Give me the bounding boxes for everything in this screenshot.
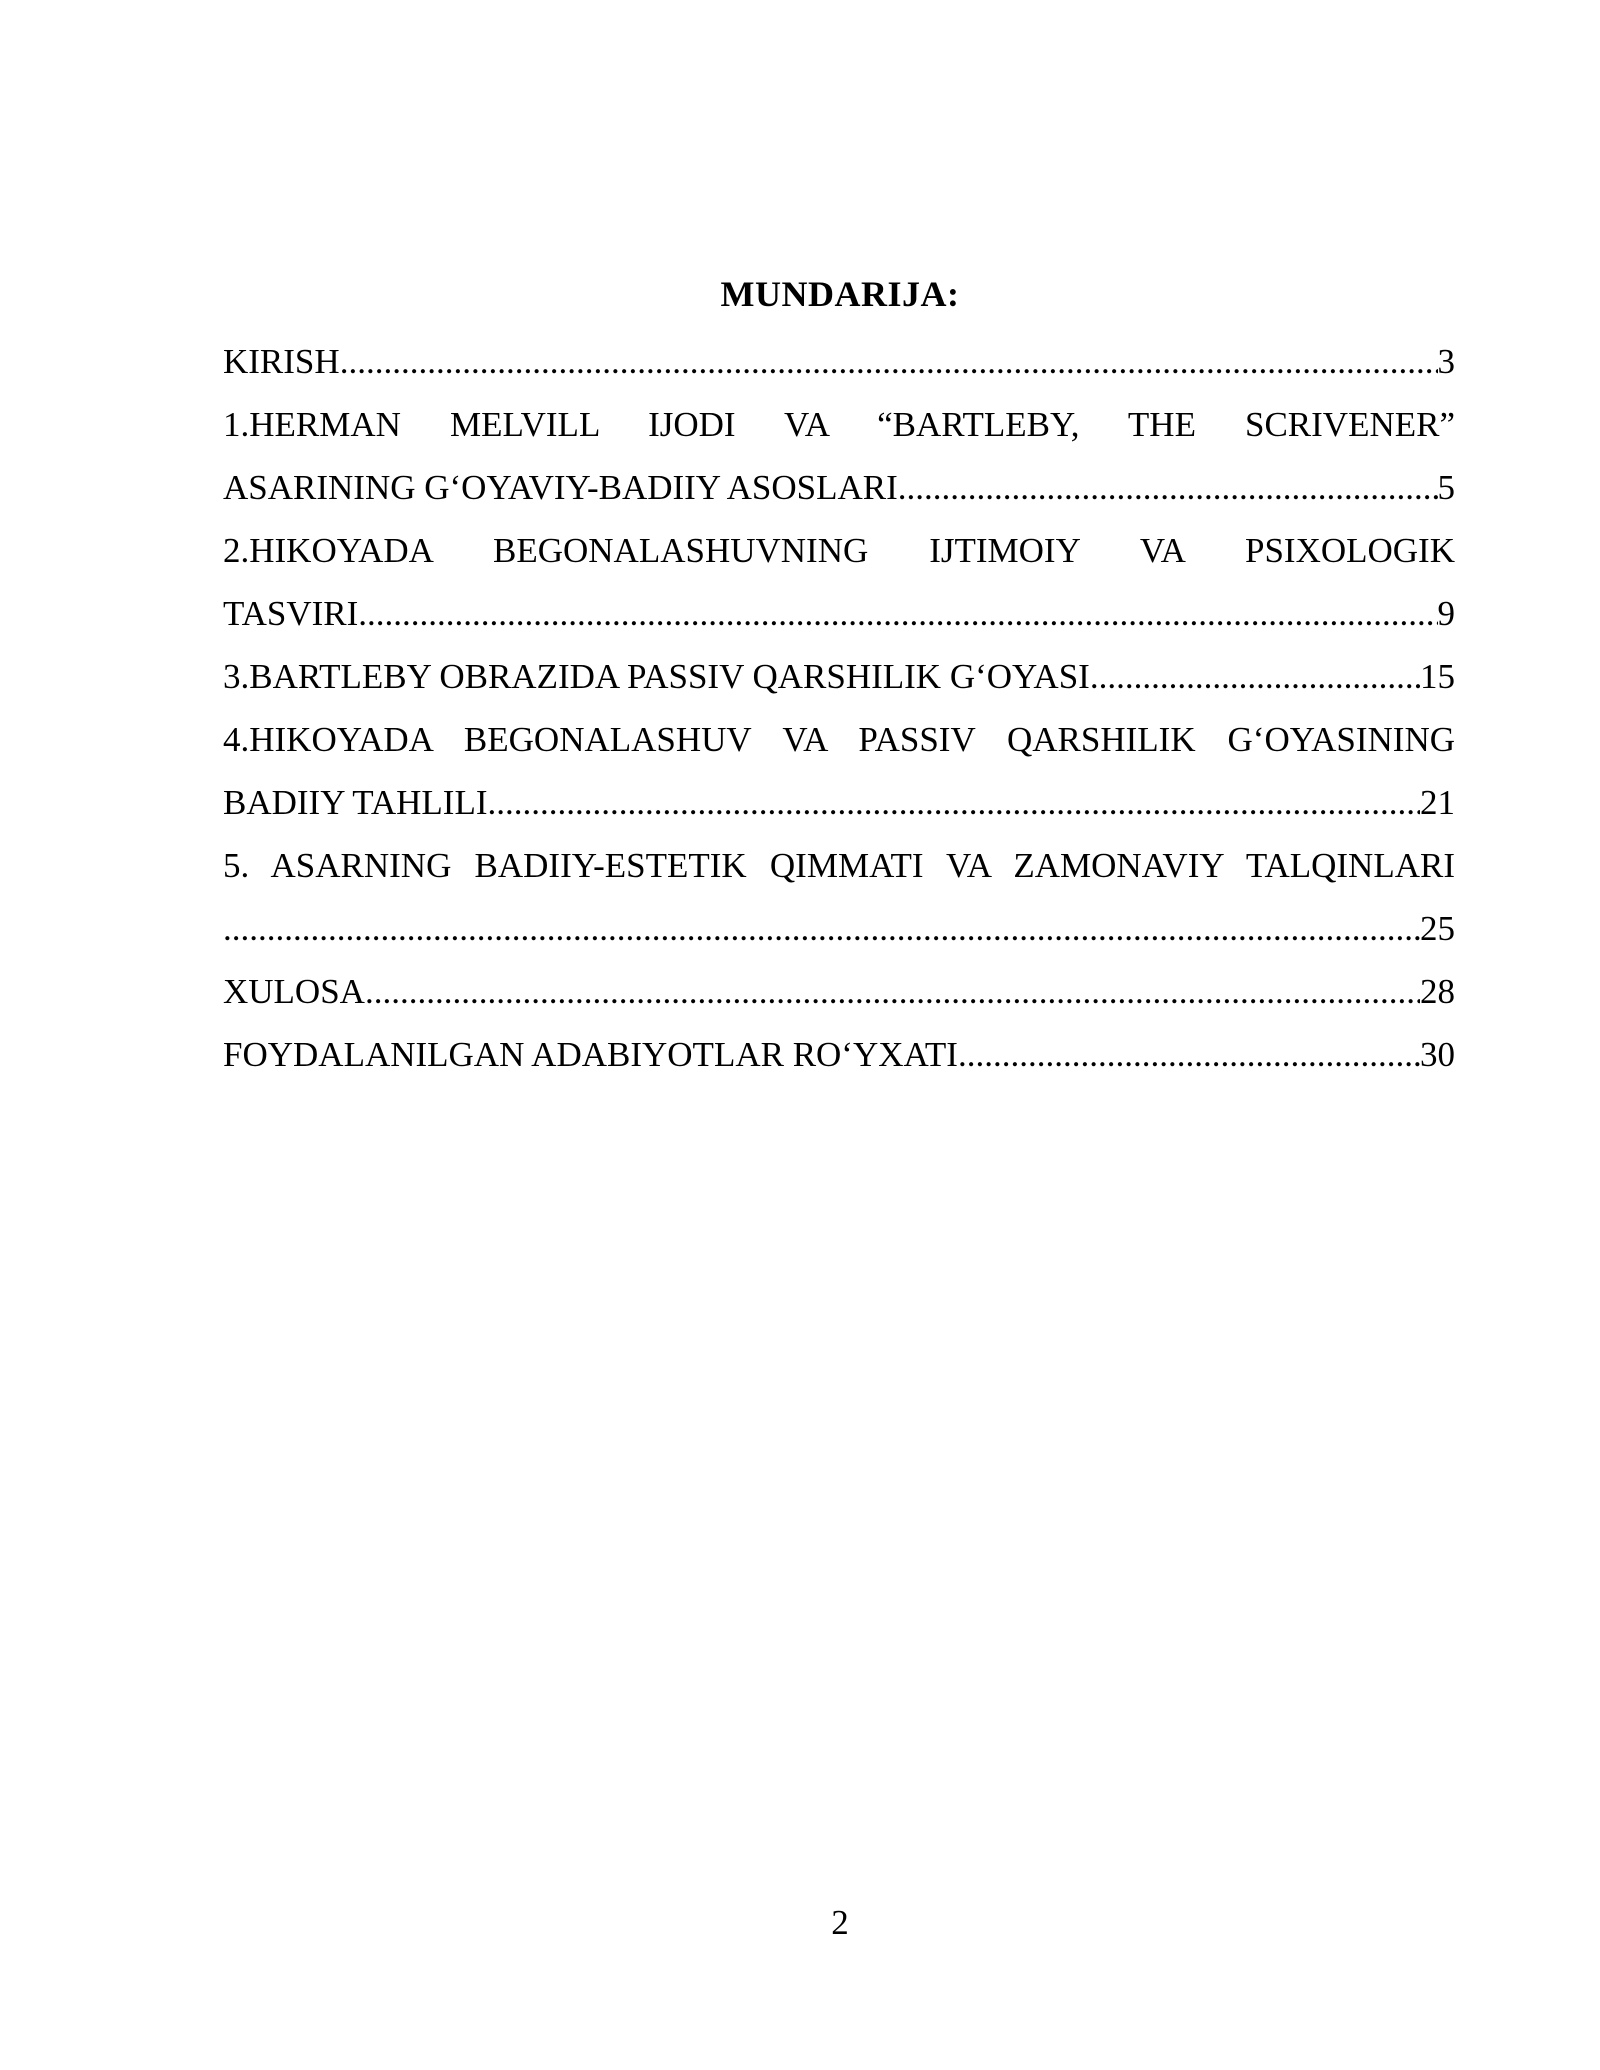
toc-entry-text: XULOSA bbox=[223, 972, 365, 1011]
toc-page-number: 28 bbox=[1420, 972, 1455, 1011]
toc-entry-1-line-1[interactable]: 1.HERMAN MELVILL IJODI VA “BARTLEBY, THE SCRIVENER” bbox=[223, 405, 1455, 444]
toc-entry-references[interactable] bbox=[223, 1023, 1455, 1086]
toc-page-number: 5 bbox=[1437, 468, 1455, 507]
toc-entry-3[interactable] bbox=[223, 645, 1455, 708]
toc-page-number: 30 bbox=[1420, 1035, 1455, 1074]
toc-entry-text: 3.BARTLEBY OBRAZIDA PASSIV QARSHILIK G‘OYASI bbox=[223, 657, 1090, 696]
table-of-contents bbox=[223, 330, 1455, 1086]
toc-entry-text: BADIIY TAHLILI bbox=[223, 783, 488, 822]
toc-leader-dots bbox=[223, 897, 1420, 960]
toc-entry-2-line-2[interactable] bbox=[223, 582, 1455, 645]
toc-leader-dots bbox=[365, 960, 1420, 1023]
toc-page-number: 3 bbox=[1437, 342, 1455, 381]
toc-entry-4-line-1[interactable]: 4.HIKOYADA BEGONALASHUV VA PASSIV QARSHILIK G‘OYASINING bbox=[223, 720, 1455, 759]
toc-entry-text: KIRISH bbox=[223, 342, 340, 381]
toc-entry-4-line-2[interactable] bbox=[223, 771, 1455, 834]
toc-leader-dots bbox=[958, 1023, 1420, 1086]
toc-page-number: 9 bbox=[1437, 594, 1455, 633]
toc-entry-xulosa[interactable] bbox=[223, 960, 1455, 1023]
toc-entry-5-line-2[interactable] bbox=[223, 897, 1455, 960]
toc-entry-1-line-2[interactable] bbox=[223, 456, 1455, 519]
page-number: 2 bbox=[831, 1903, 849, 1942]
toc-title: MUNDARIJA: bbox=[720, 274, 960, 314]
toc-leader-dots bbox=[358, 582, 1437, 645]
toc-page-number: 15 bbox=[1420, 657, 1455, 696]
toc-entry-text: TASVIRI bbox=[223, 594, 359, 633]
toc-leader-dots bbox=[1090, 645, 1420, 708]
toc-leader-dots bbox=[898, 456, 1438, 519]
toc-entry-text: ASARINING G‘OYAVIY-BADIIY ASOSLARI bbox=[223, 468, 898, 507]
toc-leader-dots bbox=[340, 330, 1438, 393]
toc-entry-5-line-1[interactable]: 5. ASARNING BADIIY-ESTETIK QIMMATI VA ZAMONAVIY TALQINLARI bbox=[223, 846, 1455, 885]
toc-page-number: 21 bbox=[1420, 783, 1455, 822]
toc-entry-text: FOYDALANILGAN ADABIYOTLAR RO‘YXATI bbox=[223, 1035, 958, 1074]
toc-entry-2-line-1[interactable]: 2.HIKOYADA BEGONALASHUVNING IJTIMOIY VA PSIXOLOGIK bbox=[223, 531, 1455, 570]
toc-leader-dots bbox=[488, 771, 1421, 834]
toc-page-number: 25 bbox=[1420, 909, 1455, 948]
toc-entry-kirish[interactable] bbox=[223, 330, 1455, 393]
